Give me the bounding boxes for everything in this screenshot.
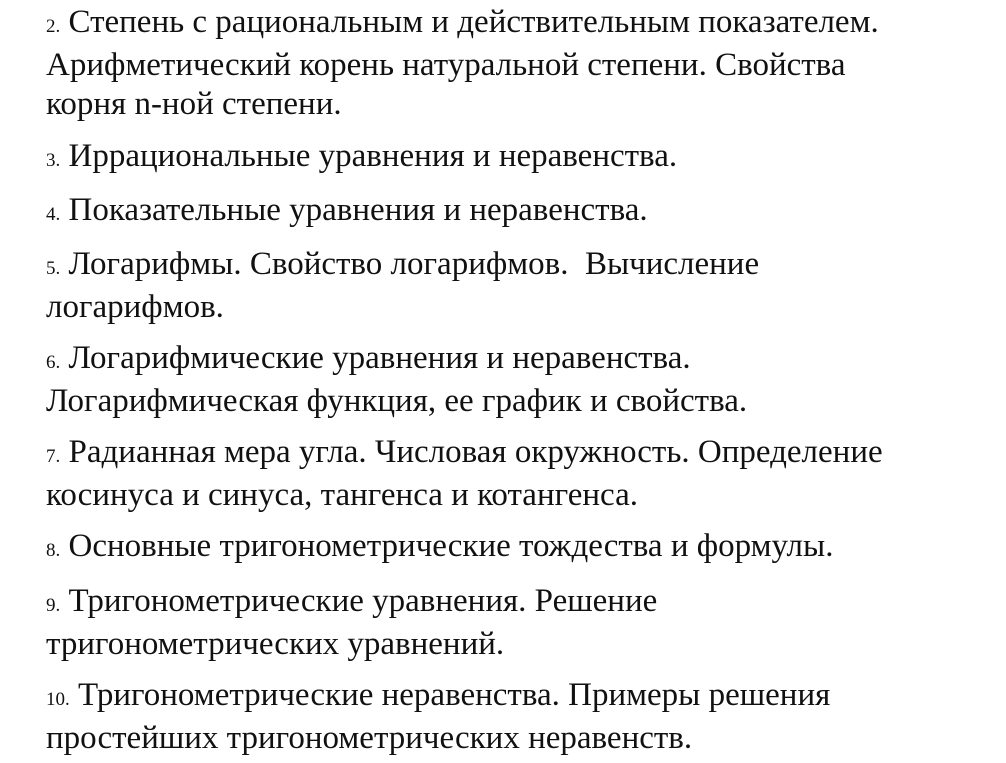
item-text-line2: Логарифмическая функция, ее график и свойства.: [46, 383, 748, 419]
item-number: 8.: [46, 540, 61, 561]
list-item-8: [46, 527, 833, 570]
item-text-line2: Арифметический корень натуральной степени. Свойства: [46, 47, 846, 83]
list-item-2: [46, 3, 879, 124]
list-item-5: [46, 245, 759, 327]
item-number: 10.: [46, 689, 70, 710]
item-text-line1: Логарифмические уравнения и неравенства.: [68, 340, 691, 376]
item-text-line1: Тригонометрические неравенства. Примеры решения: [78, 677, 831, 713]
list-item-7: [46, 433, 883, 515]
list-item-9: [46, 582, 657, 664]
item-text-line1: Степень с рациональным и действительным показателем.: [68, 4, 879, 40]
item-text-line1: Основные тригонометрические тождества и формулы.: [68, 528, 834, 564]
list-item-10: [46, 676, 830, 758]
item-text-line1: Логарифмы. Свойство логарифмов. Вычисление: [68, 246, 760, 282]
item-number: 9.: [46, 595, 61, 616]
item-number: 6.: [46, 352, 61, 373]
item-text-line1: Тригонометрические уравнения. Решение: [68, 583, 658, 619]
list-item-4: [46, 191, 648, 234]
item-text-line2: тригонометрических уравнений.: [46, 626, 505, 662]
item-text-line2: косинуса и синуса, тангенса и котангенса.: [46, 477, 638, 513]
item-text-line1: Иррациональные уравнения и неравенства.: [68, 138, 678, 174]
item-number: 3.: [46, 150, 61, 171]
item-text-line1: Показательные уравнения и неравенства.: [68, 192, 648, 228]
item-text-line1: Радианная мера угла. Числовая окружность. Определение: [68, 434, 883, 470]
item-number: 5.: [46, 258, 61, 279]
item-number: 4.: [46, 204, 61, 225]
list-item-6: [46, 339, 747, 421]
item-text-line2: логарифмов.: [46, 289, 224, 325]
item-number: 2.: [46, 16, 61, 37]
list-item-3: [46, 137, 677, 180]
item-text-line2: простейших тригонометрических неравенств.: [46, 720, 693, 756]
item-number: 7.: [46, 446, 61, 467]
item-text-line3: корня n-ной степени.: [46, 86, 342, 122]
